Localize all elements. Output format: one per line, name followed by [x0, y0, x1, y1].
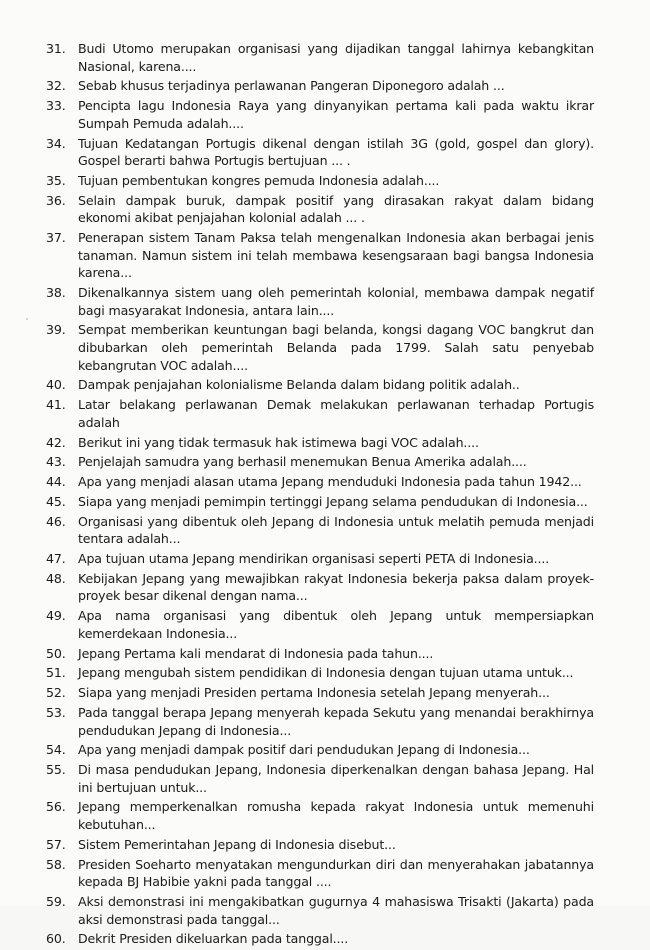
question-number: 53.: [46, 704, 66, 720]
question-number: 56.: [46, 799, 66, 815]
question-text: Kebijakan Jepang yang mewajibkan rakyat Indonesia bekerja paksa dalam proyek-proyek besar dikenal dengan nama...: [78, 570, 594, 604]
question-item: [46, 376, 594, 394]
question-text: Dampak penjajahan kolonialisme Belanda dalam bidang politik adalah..: [78, 377, 520, 393]
question-item: [46, 97, 594, 132]
question-item: [46, 893, 594, 928]
question-number: 47.: [46, 551, 66, 567]
question-number: 60.: [46, 931, 66, 947]
question-text: Dikenalkannya sistem uang oleh pemerintah kolonial, membawa dampak negatif bagi masyarakat Indonesia, antara lain....: [78, 285, 594, 318]
question-number: 59.: [46, 893, 66, 909]
question-number: 50.: [46, 645, 66, 661]
question-number: 51.: [46, 665, 66, 681]
question-number: 49.: [46, 608, 66, 624]
question-item: [46, 434, 594, 452]
question-number: 32.: [46, 78, 66, 94]
question-text: Siapa yang menjadi Presiden pertama Indonesia setelah Jepang menyerah...: [78, 685, 550, 701]
question-item: [46, 570, 594, 605]
question-list: [46, 40, 594, 950]
question-item: [46, 321, 594, 374]
question-item: [46, 607, 594, 642]
question-text: Sistem Pemerintahan Jepang di Indonesia disebut...: [78, 836, 396, 852]
question-item: [46, 761, 594, 796]
question-item: [46, 684, 594, 702]
question-item: [46, 798, 594, 833]
question-text: Jepang Pertama kali mendarat di Indonesia pada tahun....: [78, 645, 434, 661]
question-item: [46, 930, 594, 948]
question-item: [46, 664, 594, 682]
question-text: Apa yang menjadi dampak positif dari pendudukan Jepang di Indonesia...: [78, 742, 530, 758]
question-text: Latar belakang perlawanan Demak melakukan perlawanan terhadap Portugis adalah: [78, 397, 594, 430]
question-text: Apa yang menjadi alasan utama Jepang menduduki Indonesia pada tahun 1942...: [78, 474, 582, 490]
question-item: [46, 856, 594, 891]
question-number: 42.: [46, 434, 66, 450]
question-text: Jepang memperkenalkan romusha kepada rakyat Indonesia untuk memenuhi kebutuhan...: [78, 799, 594, 833]
question-text: Budi Utomo merupakan organisasi yang dijadikan tanggal lahirnya kebangkitan Nasional, karena....: [78, 41, 594, 74]
question-text: Pencipta lagu Indonesia Raya yang dinyanyikan pertama kali pada waktu ikrar Sumpah Pemuda adalah....: [78, 98, 594, 131]
question-number: 54.: [46, 742, 66, 758]
question-number: 58.: [46, 856, 66, 872]
question-text: Di masa pendudukan Jepang, Indonesia diperkenalkan dengan bahasa Jepang. Hal ini bertujuan untuk...: [78, 762, 594, 795]
question-text: Dekrit Presiden dikeluarkan pada tanggal....: [78, 931, 349, 947]
question-item: [46, 473, 594, 491]
question-item: [46, 836, 594, 854]
question-text: Penjelajah samudra yang berhasil menemukan Benua Amerika adalah....: [78, 454, 527, 470]
question-text: Presiden Soeharto menyatakan mengundurkan diri dan menyerahakan jabatannya kepada BJ Habibie yakni pada tanggal ....: [78, 856, 594, 890]
question-number: 33.: [46, 98, 66, 114]
question-item: [46, 550, 594, 568]
question-item: [46, 741, 594, 759]
question-number: 31.: [46, 41, 66, 56]
question-number: 37.: [46, 230, 66, 246]
question-item: [46, 645, 594, 663]
question-item: [46, 40, 594, 75]
question-number: 38.: [46, 285, 66, 301]
question-number: 40.: [46, 377, 66, 393]
question-text: Tujuan pembentukan kongres pemuda Indonesia adalah....: [78, 172, 440, 188]
question-number: 44.: [46, 474, 66, 490]
question-number: 48.: [46, 570, 66, 586]
question-item: [46, 172, 594, 190]
question-number: 36.: [46, 192, 66, 208]
question-item: [46, 396, 594, 431]
question-number: 55.: [46, 762, 66, 778]
question-number: 45.: [46, 493, 66, 509]
question-text: Organisasi yang dibentuk oleh Jepang di Indonesia untuk melatih pemuda menjadi tentara adalah...: [78, 513, 594, 547]
question-number: 35.: [46, 172, 66, 188]
question-text: Apa nama organisasi yang dibentuk oleh Jepang untuk mempersiapkan kemerdekaan Indonesia...: [78, 608, 594, 641]
question-item: [46, 192, 594, 227]
question-text: Pada tanggal berapa Jepang menyerah kepada Sekutu yang menandai berakhirnya pendudukan Jepang di Indonesia...: [78, 704, 594, 738]
question-item: [46, 229, 594, 282]
question-text: Aksi demonstrasi ini mengakibatkan gugurnya 4 mahasiswa Trisakti (Jakarta) pada aksi demonstrasi pada tanggal...: [78, 893, 594, 927]
question-text: Berikut ini yang tidak termasuk hak istimewa bagi VOC adalah....: [78, 434, 479, 450]
question-number: 41.: [46, 397, 66, 413]
question-number: 46.: [46, 513, 66, 529]
question-item: [46, 493, 594, 511]
question-text: Siapa yang menjadi pemimpin tertinggi Jepang selama pendudukan di Indonesia...: [78, 493, 588, 509]
question-number: 57.: [46, 836, 66, 852]
question-text: Jepang mengubah sistem pendidikan di Indonesia dengan tujuan utama untuk...: [78, 665, 574, 681]
question-number: 34.: [46, 135, 66, 151]
question-text: Sempat memberikan keuntungan bagi belanda, kongsi dagang VOC bangkrut dan dibubarkan oleh pemerintah Belanda pada 1799. Salah satu penyebab kebangrutan VOC adalah....: [78, 322, 594, 373]
scan-speck: [26, 318, 28, 320]
question-number: 43.: [46, 454, 66, 470]
question-number: 39.: [46, 322, 66, 338]
question-text: Apa tujuan utama Jepang mendirikan organisasi seperti PETA di Indonesia....: [78, 551, 550, 567]
question-text: Sebab khusus terjadinya perlawanan Pangeran Diponegoro adalah ...: [78, 78, 505, 94]
question-item: [46, 704, 594, 739]
question-item: [46, 284, 594, 319]
question-item: [46, 513, 594, 548]
question-number: 52.: [46, 685, 66, 701]
question-item: [46, 135, 594, 170]
question-text: Selain dampak buruk, dampak positif yang dirasakan rakyat dalam bidang ekonomi akibat penjajahan kolonial adalah ... .: [78, 192, 594, 226]
question-item: [46, 453, 594, 471]
question-item: [46, 77, 594, 95]
question-text: Tujuan Kedatangan Portugis dikenal dengan istilah 3G (gold, gospel dan glory). Gospel berarti bahwa Portugis bertujuan ... .: [78, 135, 594, 169]
question-text: Penerapan sistem Tanam Paksa telah mengenalkan Indonesia akan berbagai jenis tanaman. Namun sistem ini telah membawa kesengsaraan bagi bangsa Indonesia karena...: [78, 230, 594, 281]
